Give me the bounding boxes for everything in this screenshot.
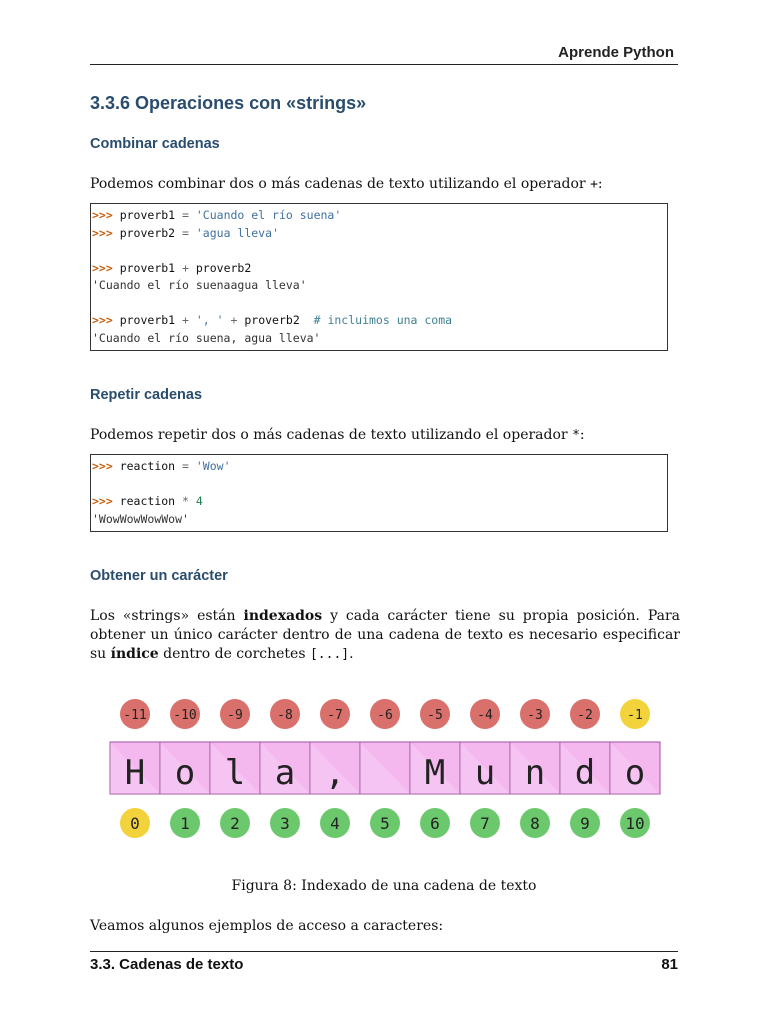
positive-index-label: 8 [530,814,540,833]
positive-index-label: 10 [625,814,645,833]
char-label: H [124,753,146,793]
negative-index-label: -11 [123,708,147,723]
paragraph-text: : [597,176,603,192]
paragraph-text: dentro de corchetes [158,646,310,662]
code-line [91,295,667,313]
negative-index-label: -2 [577,708,593,723]
footer-rule [90,951,678,952]
inline-code: [...] [309,647,350,662]
code-token: 'Cuando el río suena' [195,208,342,222]
code-token: reaction [119,494,183,508]
negative-index-label: -10 [173,708,197,723]
positive-index-label: 7 [480,814,490,833]
code-token: >>> [92,260,120,275]
code-token: ', ' [195,313,231,327]
code-token: >>> [92,313,120,327]
code-token: proverb2 [244,313,314,327]
code-token: >>> [92,494,120,508]
char-label: , [324,753,346,793]
positive-index-label: 9 [580,814,590,833]
char-label: o [624,753,646,793]
char-label: d [574,753,596,793]
code-token: >>> [92,459,120,473]
char-label: a [274,753,296,793]
negative-index-label: -3 [527,708,543,723]
negative-index-label: -5 [427,708,443,723]
code-token: * [182,494,196,508]
code-token: 'Cuando el río suena, agua lleva' [92,330,321,345]
paragraph-text: y cada carácter tiene su propia posición. Para obtener un único carácter dentro de una cadena de texto es necesario especificar su [90,608,680,662]
code-block-combine [90,203,668,351]
positive-index-label: 6 [430,814,440,833]
inline-code: * [572,428,580,443]
figure-caption: Figura 8: Indexado de una cadena de texto [231,878,537,894]
paragraph-text: Podemos combinar dos o más cadenas de texto utilizando el operador [90,176,591,192]
code-token: 'Cuando el río suenaagua lleva' [92,278,307,292]
paragraph-repeat [90,426,680,445]
negative-index-label: -9 [227,708,243,723]
code-line [91,330,667,348]
code-token: proverb2 [195,260,252,275]
section-title: 3.3.6 Operaciones con «strings» [90,93,367,113]
code-token: 'Wow' [195,459,231,473]
paragraph-text: Los «strings» están [90,608,244,624]
paragraph-text: : [579,427,585,443]
negative-index-label: -6 [377,708,393,723]
string-index-figure [0,690,768,850]
paragraph-text: Podemos repetir dos o más cadenas de texto utilizando el operador [90,427,573,443]
paragraph-text: . [349,646,354,662]
negative-index-label: -7 [327,708,343,723]
positive-index-label: 3 [280,814,290,833]
code-line [91,312,667,330]
code-token: proverb1 [119,208,183,222]
code-token: >>> [92,208,120,222]
char-label: M [424,753,446,793]
header-rule [90,64,678,65]
paragraph-getchar [90,607,680,664]
code-line [91,260,667,278]
bold-term: indexados [243,608,323,624]
footer-section: 3.3. Cadenas de texto [90,956,244,973]
inline-code: + [590,177,598,192]
code-token: 'agua lleva' [195,225,279,240]
code-token: 'WowWowWowWow' [92,511,189,526]
code-token: proverb1 [119,260,183,275]
code-token: proverb2 [119,225,183,240]
positive-index-label: 2 [230,814,240,833]
subsection-title-getchar: Obtener un carácter [90,568,228,584]
code-token: = [182,225,196,240]
positive-index-label: 1 [180,814,190,833]
negative-index-label: -8 [277,708,293,723]
code-line [91,225,667,243]
negative-index-label: -4 [477,708,493,723]
code-token: proverb1 [119,313,183,327]
subsection-title-repeat: Repetir cadenas [90,387,203,403]
char-label: o [174,753,196,793]
code-token: + [230,313,245,327]
positive-index-label: 4 [330,814,340,833]
paragraph-closing: Veamos algunos ejemplos de acceso a caracteres: [90,918,444,934]
subsection-title-combine: Combinar cadenas [90,136,220,152]
code-line [91,207,667,225]
char-label: l [224,753,246,793]
code-token: >>> [92,225,120,240]
code-line [91,476,667,494]
code-line [91,493,667,511]
page-number: 81 [661,956,678,973]
code-line [91,277,667,295]
code-token: + [182,313,196,327]
code-token: = [182,208,196,222]
code-token: + [182,260,196,275]
negative-index-label: -1 [627,708,643,723]
code-line [91,458,667,476]
code-token: 4 [195,494,203,508]
code-line [91,511,667,529]
code-token: # incluimos una coma [313,313,453,327]
char-label: n [524,753,546,793]
positive-index-label: 5 [380,814,390,833]
bold-term: índice [110,646,159,662]
code-token: = [182,459,196,473]
code-block-repeat [90,454,668,532]
char-label: u [474,753,496,793]
code-line [91,242,667,260]
running-header: Aprende Python [558,44,674,61]
code-token: reaction [119,459,183,473]
positive-index-label: 0 [130,814,140,833]
paragraph-combine [90,175,680,194]
